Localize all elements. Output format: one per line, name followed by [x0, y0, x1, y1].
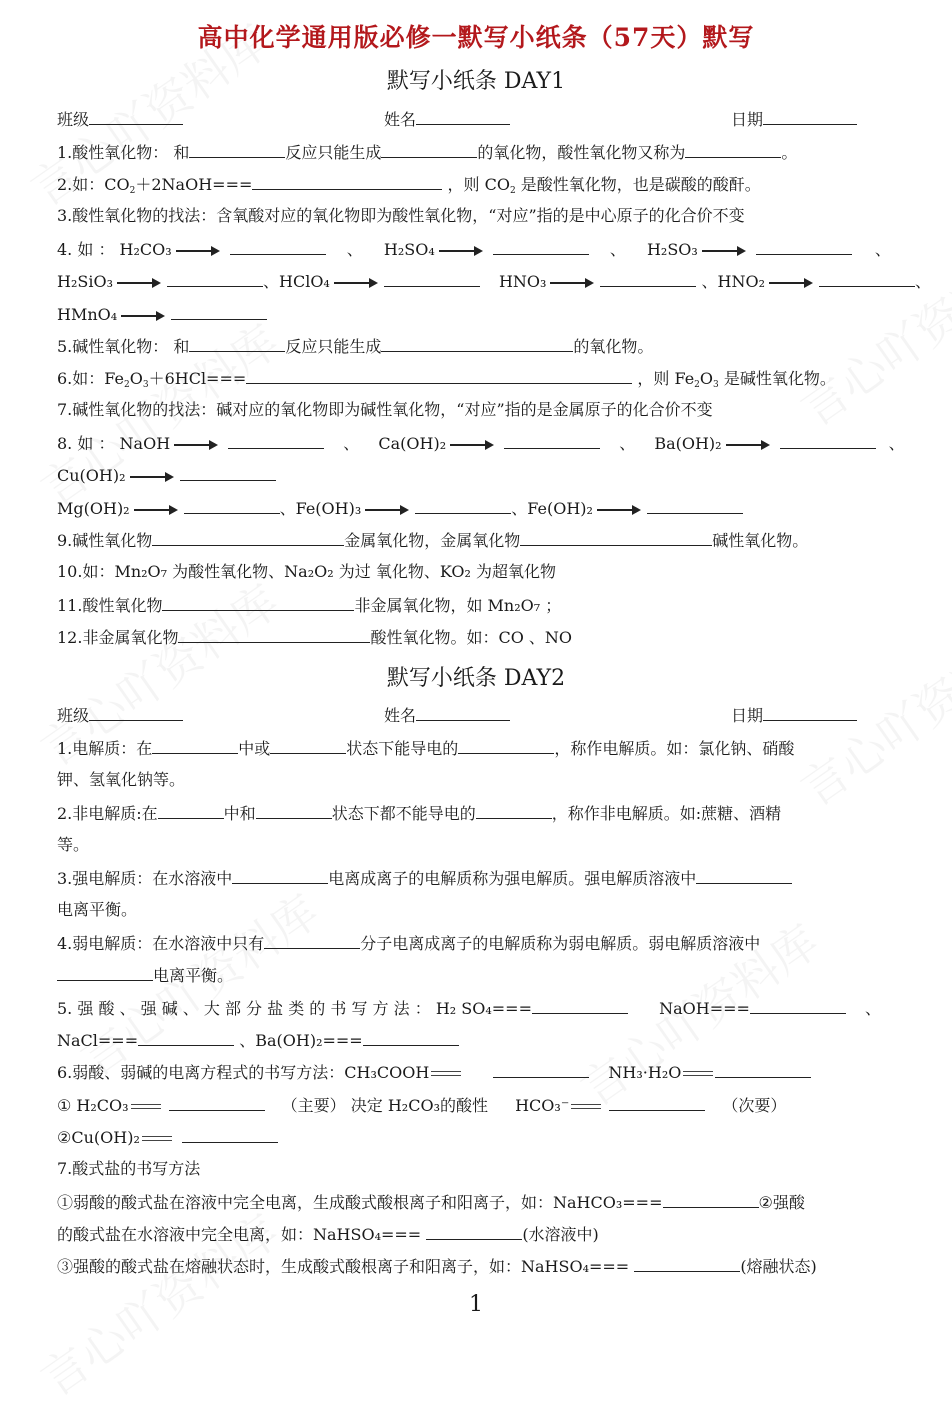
day1-q8-row2 [57, 464, 276, 487]
formula: HNO₃ [498, 272, 547, 291]
name-field[interactable] [416, 108, 510, 125]
formula: 、Ba(OH)₂=== [239, 1031, 363, 1050]
arrow-icon [450, 444, 492, 446]
answer-blank[interactable] [178, 626, 370, 643]
answer-blank[interactable] [57, 964, 153, 981]
day2-q6-sub1 [57, 1094, 786, 1117]
date-label: 日期 [731, 110, 764, 129]
arrow-icon [365, 509, 407, 511]
arrow-icon [439, 250, 481, 252]
document-title: 高中化学通用版必修一默写小纸条（57天）默写 [197, 23, 755, 52]
day2-q7-sub3 [57, 1255, 817, 1278]
separator: 、 [701, 272, 718, 291]
q9-text: 金属氧化物，金属氧化物 [344, 531, 521, 550]
day2-q7: 7.酸式盐的书写方法 [57, 1159, 201, 1178]
day1-q5 [57, 335, 653, 358]
arrow-icon [769, 282, 811, 284]
q6-text: （主要） 决定 H₂CO₃的酸性 [281, 1096, 488, 1115]
date-field[interactable] [763, 704, 857, 721]
answer-blank[interactable] [532, 997, 628, 1014]
formula: HCO₃⁻ [515, 1096, 570, 1115]
day2-q5 [57, 997, 881, 1020]
separator: 、 [346, 240, 363, 259]
day2-q2-cont: 等。 [57, 835, 90, 854]
formula: Mg(OH)₂ [57, 499, 130, 518]
reversible-arrow-icon [571, 1103, 601, 1111]
q2-text: ，则 CO [447, 175, 510, 194]
answer-blank[interactable] [138, 1029, 234, 1046]
q6-text: 是碱性氧化物。 [718, 369, 836, 388]
day1-q1 [57, 141, 797, 164]
q1-text: ，称作电解质。如：氯化钠、硝酸 [554, 739, 795, 758]
answer-blank[interactable] [685, 141, 781, 158]
class-field[interactable] [89, 704, 183, 721]
day2-q6 [57, 1061, 811, 1084]
answer-blank[interactable] [634, 1255, 740, 1272]
day2-q4-cont [57, 964, 233, 987]
day1-q8-row1 [57, 432, 905, 455]
day2-q7-sub2 [57, 1223, 599, 1246]
q12-text: 12.非金属氧化物 [57, 628, 179, 647]
q6-text: 6.弱酸、弱碱的电离方程式的书写方法： [57, 1063, 345, 1082]
day1-q2: 2.如：$CO_2+2NaOH===$ ，则 $CO_2$ 是酸性氧化物，也是碳酸的酸酐。 [57, 175, 761, 196]
page-number: 1 [469, 1292, 483, 1317]
q4-prefix: 4. 如 ： [57, 240, 115, 259]
answer-blank[interactable] [756, 238, 852, 255]
formula: Cu(OH)₂ [57, 466, 126, 485]
formula: ②Cu(OH)₂ [57, 1128, 140, 1147]
reversible-arrow-icon [431, 1070, 461, 1078]
q1-text: 反应只能生成 [285, 143, 382, 162]
separator: 、 [915, 272, 932, 291]
day2-heading: 默写小纸条 DAY2 [386, 666, 566, 691]
answer-blank[interactable] [600, 270, 696, 287]
formula: Fe(OH)₃ [295, 499, 362, 518]
answer-blank[interactable] [162, 594, 354, 611]
answer-blank[interactable] [381, 141, 477, 158]
arrow-icon [702, 250, 744, 252]
formula: HNO₂ [717, 272, 766, 291]
answer-blank[interactable] [228, 432, 324, 449]
name-label: 姓名 [384, 110, 417, 129]
q3-text: 3.强电解质：在水溶液中 [57, 869, 233, 888]
separator: 、 [279, 499, 296, 518]
arrow-icon [550, 282, 592, 284]
q3-text: 电离成离子的电解质称为强电解质。强电解质溶液中 [328, 869, 697, 888]
answer-blank[interactable] [696, 867, 792, 884]
answer-blank[interactable] [158, 802, 224, 819]
answer-blank[interactable] [715, 1061, 811, 1078]
q2-text: 是酸性氧化物，也是碳酸的酸酐。 [515, 175, 761, 194]
q5-text: 反应只能生成 [285, 337, 382, 356]
arrow-icon [334, 282, 376, 284]
answer-blank[interactable] [647, 497, 743, 514]
arrow-icon [134, 509, 176, 511]
q4-text: 分子电离成离子的电解质称为弱电解质。弱电解质溶液中 [360, 934, 761, 953]
name-field[interactable] [416, 704, 510, 721]
separator: 、 [609, 240, 626, 259]
answer-blank[interactable] [264, 932, 360, 949]
arrow-icon [121, 315, 163, 317]
q1-text: 状态下能导电的 [346, 739, 459, 758]
q2-text: ，称作非电解质。如:蔗糖、酒精 [551, 804, 782, 823]
answer-blank[interactable] [504, 432, 600, 449]
formula: ① H₂CO₃ [57, 1096, 129, 1115]
day1-q7: 7.碱性氧化物的找法：碱对应的氧化物即为碱性氧化物，“对应”指的是金属原子的化合价不变 [57, 400, 713, 419]
separator: 、 [343, 434, 360, 453]
q7-text: (熔融状态) [740, 1257, 817, 1276]
date-field[interactable] [763, 108, 857, 125]
q6-text: O [699, 369, 714, 388]
answer-blank[interactable] [189, 335, 285, 352]
day1-q11 [57, 594, 561, 617]
q1-text: 1.酸性氧化物： 和 [57, 143, 190, 162]
separator: 、 [874, 240, 891, 259]
day1-q4-row1 [57, 238, 891, 261]
q7-text: 的酸式盐在水溶液中完全电离，如：NaHSO₄=== [57, 1225, 422, 1244]
class-field[interactable] [89, 108, 183, 125]
answer-blank[interactable] [493, 238, 589, 255]
q6-text: 6.如：Fe [57, 369, 124, 388]
formula: H₂SiO₃ [57, 272, 113, 291]
class-label: 班级 [57, 706, 90, 725]
answer-blank[interactable] [381, 335, 573, 352]
q6-text: ＋6HCl=== [148, 369, 247, 388]
q4-text: 4.弱电解质：在水溶液中只有 [57, 934, 265, 953]
answer-blank[interactable] [252, 173, 442, 190]
answer-blank[interactable] [520, 529, 712, 546]
separator: 、 [619, 434, 636, 453]
reversible-arrow-icon [131, 1103, 161, 1111]
q2-text: ＋2NaOH=== [135, 175, 253, 194]
day1-q8-row3 [57, 497, 743, 520]
answer-blank[interactable] [152, 529, 344, 546]
answer-blank[interactable] [819, 270, 915, 287]
answer-blank[interactable] [182, 1126, 278, 1143]
answer-blank[interactable] [476, 802, 552, 819]
q1-text: 。 [781, 143, 798, 162]
formula: CH₃COOH [344, 1063, 430, 1082]
q4-text: 电离平衡。 [153, 966, 234, 985]
answer-blank[interactable] [246, 367, 632, 384]
arrow-icon [130, 476, 172, 478]
formula: HClO₄ [279, 272, 330, 291]
day2-q1 [57, 737, 794, 760]
q6-text: O [129, 369, 143, 388]
q7-text: ③强酸的酸式盐在熔融状态时，生成酸式酸根离子和阳离子，如：NaHSO₄=== [57, 1257, 630, 1276]
answer-blank[interactable] [230, 238, 326, 255]
answer-blank[interactable] [184, 497, 280, 514]
q5-text: 5.碱性氧化物： 和 [57, 337, 190, 356]
answer-blank[interactable] [426, 1223, 522, 1240]
answer-blank[interactable] [256, 802, 332, 819]
date-label: 日期 [731, 706, 764, 725]
q1-text: 的氧化物，酸性氧化物又称为 [477, 143, 686, 162]
reversible-arrow-icon [142, 1135, 172, 1143]
separator: 、 [865, 999, 882, 1018]
answer-blank[interactable] [458, 737, 554, 754]
formula: H₂ SO₄=== [435, 999, 532, 1018]
formula: NH₃·H₂O [608, 1063, 682, 1082]
formula: NaCl=== [57, 1031, 139, 1050]
formula: NaOH=== [659, 999, 750, 1018]
q11-text: 11.酸性氧化物 [57, 596, 163, 615]
day1-q9 [57, 529, 808, 552]
day2-header-row [57, 704, 897, 727]
q9-text: 碱性氧化物。 [712, 531, 809, 550]
day2-q6-sub2 [57, 1126, 278, 1149]
answer-blank[interactable] [189, 141, 285, 158]
answer-blank[interactable] [169, 1094, 265, 1111]
answer-blank[interactable] [384, 270, 480, 287]
q5-text: 5. 强 酸 、 强 碱 、 大 部 分 盐 类 的 书 写 方 法 ： [57, 999, 431, 1018]
answer-blank[interactable] [171, 303, 267, 320]
separator: 、 [888, 434, 905, 453]
separator: 、 [262, 272, 279, 291]
arrow-icon [726, 444, 768, 446]
day2-q4 [57, 932, 760, 955]
day2-q5-cont [57, 1029, 459, 1052]
formula: HMnO₄ [57, 305, 118, 324]
q7-text: ①弱酸的酸式盐在溶液中完全电离，生成酸式酸根离子和阳离子，如：NaHCO₃=== [57, 1193, 663, 1212]
answer-blank[interactable] [363, 1029, 459, 1046]
reversible-arrow-icon [683, 1070, 713, 1078]
q2-text: 2.非电解质:在 [57, 804, 158, 823]
answer-blank[interactable] [780, 432, 876, 449]
day1-q6: 6.如：$Fe_2O_3+6HCl===$ ，则 $Fe_2O_3$ 是碱性氧化物。 [57, 369, 836, 390]
class-label: 班级 [57, 110, 90, 129]
day1-q4-row3 [57, 303, 267, 326]
formula: Ca(OH)₂ [378, 434, 447, 453]
formula: H₂SO₄ [383, 240, 435, 259]
arrow-icon [174, 444, 216, 446]
q12-text: 酸性氧化物。如：CO 、NO [370, 628, 573, 647]
arrow-icon [117, 282, 159, 284]
day1-header-row [57, 108, 897, 131]
formula: Fe(OH)₂ [527, 499, 593, 518]
q6-text: （次要） [722, 1096, 787, 1115]
name-label: 姓名 [384, 706, 417, 725]
day2-q2 [57, 802, 781, 825]
day2-q3 [57, 867, 792, 890]
arrow-icon [176, 250, 218, 252]
day2-q1-cont: 钾、氢氧化钠等。 [57, 770, 186, 789]
formula: H₂SO₃ [646, 240, 698, 259]
q2-text: 中和 [223, 804, 256, 823]
day1-q3: 3.酸性氧化物的找法：含氧酸对应的氧化物即为酸性氧化物，“对应”指的是中心原子的化合价不变 [57, 206, 745, 225]
q6-text: ，则 Fe [637, 369, 695, 388]
formula: NaOH [119, 434, 171, 453]
answer-blank[interactable] [750, 997, 846, 1014]
answer-blank[interactable] [232, 867, 328, 884]
day2-q7-sub1 [57, 1191, 805, 1214]
day1-q10: 10.如：Mn₂O₇ 为酸性氧化物、Na₂O₂ 为过 氧化物、KO₂ 为超氧化物 [57, 562, 556, 581]
q7-text: ②强酸 [758, 1193, 805, 1212]
day2-q3-cont: 电离平衡。 [57, 900, 138, 919]
answer-blank[interactable] [152, 737, 238, 754]
answer-blank[interactable] [663, 1191, 759, 1208]
day1-q4-row2 [57, 270, 931, 293]
q11-text: 非金属氧化物，如 Mn₂O₇ ； [354, 596, 562, 615]
answer-blank[interactable] [180, 464, 276, 481]
day1-heading: 默写小纸条 DAY1 [386, 69, 566, 94]
day1-q12 [57, 626, 572, 649]
q2-text: 状态下都不能导电的 [331, 804, 476, 823]
q1-text: 中或 [238, 739, 271, 758]
q2-text: 2.如：CO [57, 175, 130, 194]
answer-blank[interactable] [493, 1061, 589, 1078]
q1-text: 1.电解质：在 [57, 739, 153, 758]
q5-text: 的氧化物。 [573, 337, 654, 356]
formula: H₂CO₃ [119, 240, 172, 259]
formula: Ba(OH)₂ [654, 434, 722, 453]
q9-text: 9.碱性氧化物 [57, 531, 153, 550]
separator: 、 [511, 499, 528, 518]
q8-prefix: 8. 如 ： [57, 434, 115, 453]
answer-blank[interactable] [270, 737, 346, 754]
arrow-icon [597, 509, 639, 511]
answer-blank[interactable] [609, 1094, 705, 1111]
answer-blank[interactable] [167, 270, 263, 287]
q7-text: (水溶液中) [522, 1225, 599, 1244]
answer-blank[interactable] [415, 497, 511, 514]
